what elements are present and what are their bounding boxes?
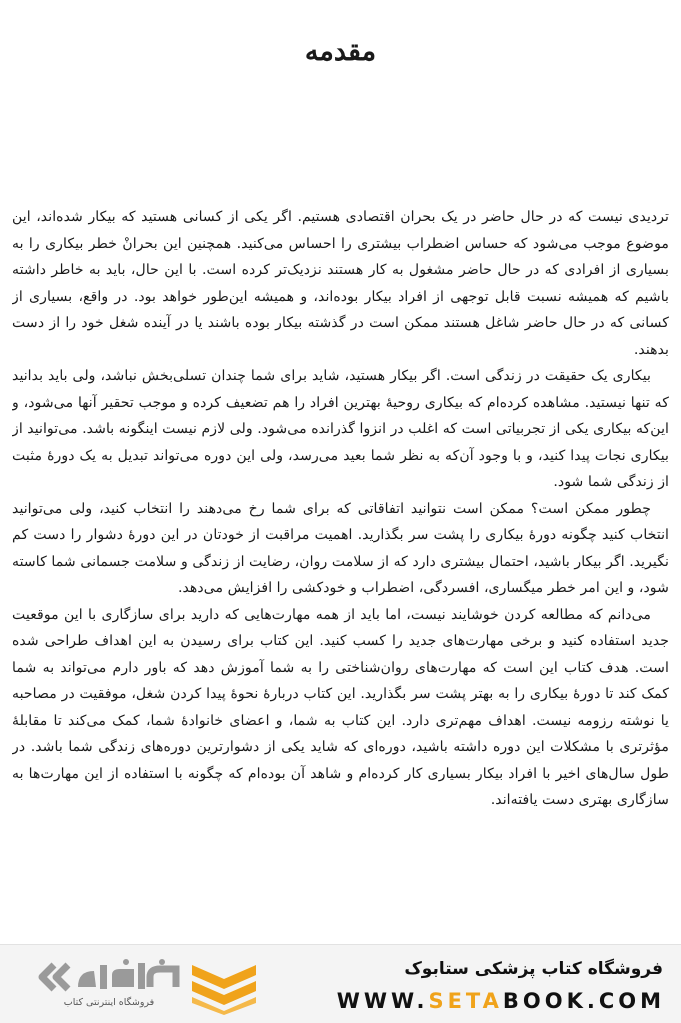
page-fade-overlay bbox=[0, 890, 681, 952]
setabook-logo-mark-icon bbox=[188, 957, 260, 1015]
setabook-logo[interactable] bbox=[30, 957, 270, 1015]
store-url[interactable] bbox=[337, 989, 665, 1013]
body-text bbox=[12, 204, 669, 952]
paragraph-2: بیکاری یک حقیقت در زندگی است. اگر بیکار هستید، شاید برای شما چندان تسلی‌بخش نباشد، ولی باید بدانید که تنها نیستید. مشاهده کرده‌ام که بیکاری روحیهٔ بهترین افراد را هم تضعیف کرده و موجب تحقیر آنها می‌شود، و این‌که بیکاری یکی از تجربیاتی است که اغلب در انزوا گذرانده می‌شود. ولی لازم نیست اینگونه باشد. می‌توانید از بیکاری نجات پیدا کنید، و با وجود آن‌که به نظر شما بعید می‌رسد، ولی این دوره می‌تواند تبدیل به یک دورهٔ مثبت از زندگی شما شود. bbox=[12, 368, 669, 490]
store-name: فروشگاه کتاب پزشکی ستابوک bbox=[404, 959, 663, 979]
paragraph-4: می‌دانم که مطالعه کردن خوشایند نیست، اما باید از همه مهارت‌هایی که دارید برای سازگاری با این موقعیت جدید استفاده کنید و برخی مهارت‌های جدید را کسب کنید. این کتاب برای رسیدن به این اهداف طراحی شده است. هدف کتاب این است که مهارت‌های روان‌شناختی را به شما آموزش دهد که باور دارم می‌تواند به شما کمک کند تا دورهٔ بیکاری را به بهتر پشت سر بگذارید. این کتاب دربارهٔ نحوهٔ پیدا کردن شغل، موفقیت در مصاحبه یا نوشته رزومه نیست. اهداف مهم‌تری دارد. این کتاب به شما، و اعضای خانوادهٔ شما، کمک می‌کند تا مقابلهٔ مؤثرتری با مشکلات این دوره داشته باشید، دوره‌ای که شاید یکی از دشوارترین دوره‌های زندگی شما باشد. در طول سال‌های اخیر با افراد بیکار بسیاری کار کرده‌ام و شاهد آن بوده‌ام که چگونه با استفاده از این مهارت‌ها به سازگاری بهتری دست یافته‌اند. bbox=[12, 606, 669, 808]
page-title: مقدمه bbox=[304, 36, 377, 67]
paragraph-3: چطور ممکن است؟ ممکن است نتوانید اتفاقاتی که برای شما رخ می‌دهند را انتخاب کنید، ولی می‌توانید انتخاب کنید چگونه دورهٔ بیکاری را پشت سر بگذارید. اهمیت مراقبت از خودتان در این دورهٔ دشوار را دست کم نگیرید. اگر بیکار باشید، احتمال بیشتری دارد که از سلامت روان، رضایت از زندگی و سلامت جسمانی شما کاسته شود، و این امر خطر میگساری، افسردگی، اضطراب و خودکشی را افزایش می‌دهد. bbox=[12, 500, 669, 596]
footer-banner bbox=[0, 944, 681, 1023]
url-accent: SETA bbox=[428, 989, 503, 1013]
setabook-wordmark-icon bbox=[34, 957, 184, 997]
url-prefix: WWW. bbox=[336, 989, 429, 1013]
url-suffix: BOOK.COM bbox=[502, 989, 665, 1013]
paragraph-1: تردیدی نیست که در حال حاضر در یک بحران اقتصادی هستیم. اگر یکی از کسانی هستید که بیکار شده‌اند، این موضوع موجب می‌شود که حساس اضطراب بیشتری را احساس می‌کنید. همچنین این بحرانْ خطر بیکاری را به بسیاری از افرادی که در حال حاضر مشغول به کار هستند نزدیک‌تر کرده است. با این حال، باید به خاطر داشته باشیم که همیشه نسبت قابل توجهی از افراد بیکار بوده‌اند، و همیشه این‌طور خواهد بود. در واقع، بسیاری از کسانی که در حال حاضر شاغل هستند ممکن است در گذشته بیکار بوده باشند یا در آینده شغل خود را از دست بدهند. bbox=[12, 209, 669, 358]
logo-tagline: فروشگاه اینترنتی کتاب bbox=[63, 997, 155, 1008]
